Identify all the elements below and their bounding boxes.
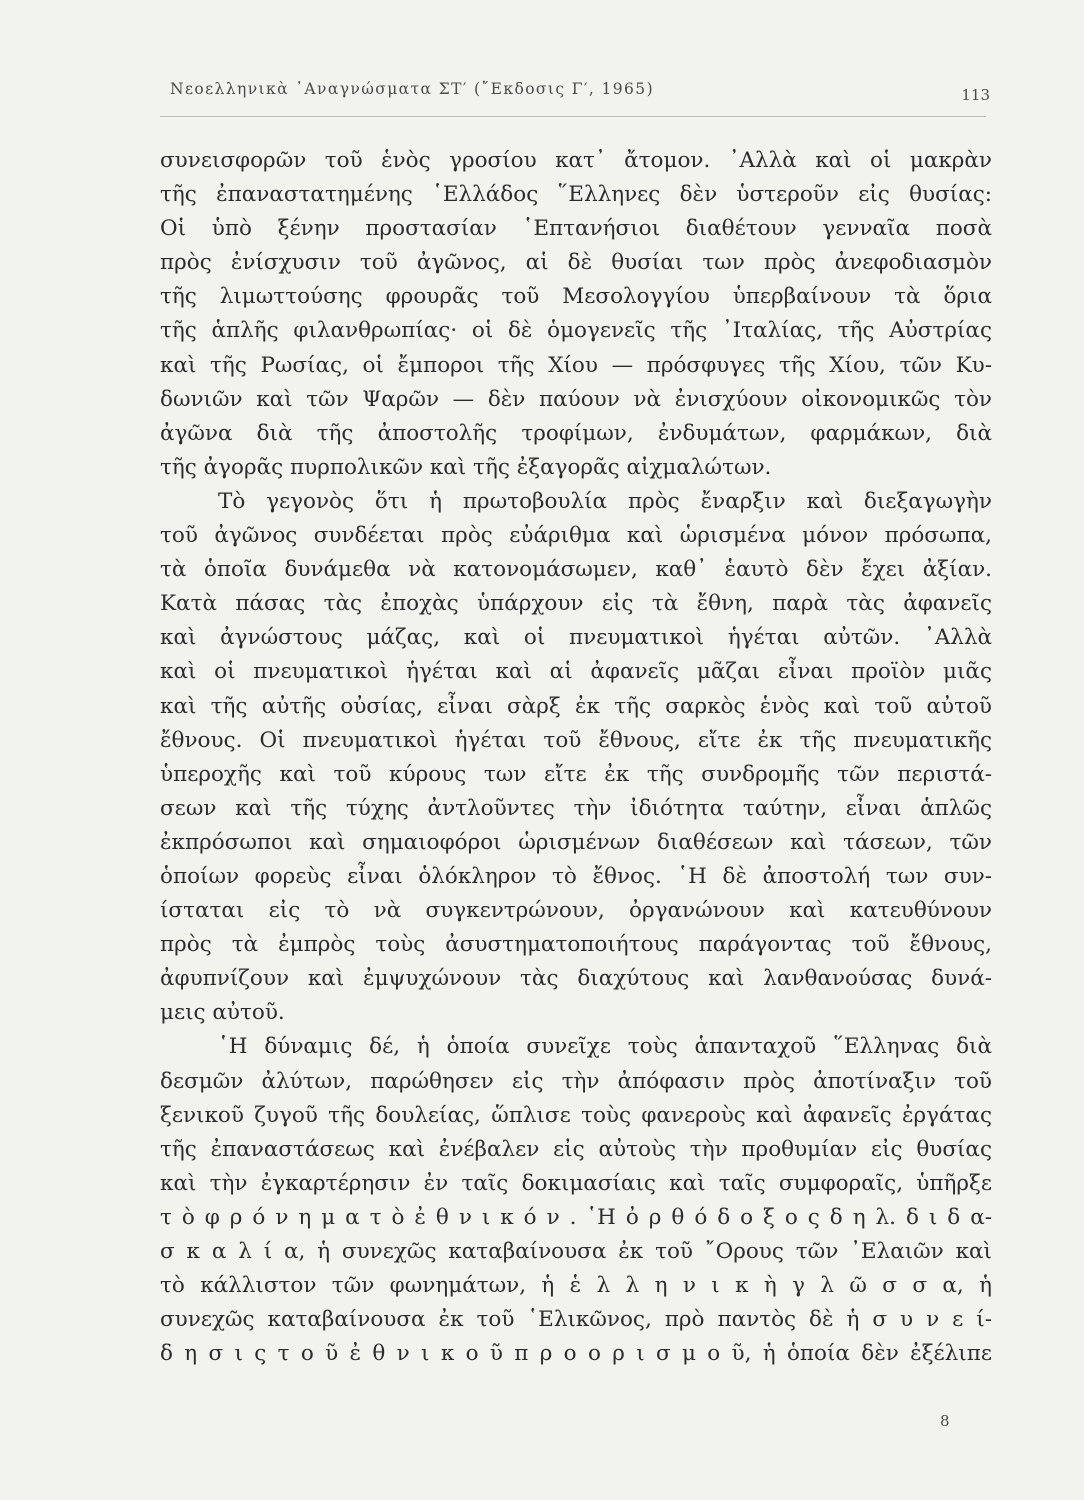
- text-line: ὑπεροχῆς καὶ τοῦ κύρους των εἴτε ἐκ τῆς συνδρομῆς τῶν περιστά-: [160, 761, 992, 787]
- text-line: ἐκπρόσωποι καὶ σημαιοφόροι ὡρισμένων διαθέσεων καὶ τάσεων, τῶν: [160, 829, 992, 855]
- text-line: δεσμῶν ἀλύτων, παρώθησεν εἰς τὴν ἀπόφασιν πρὸς ἀποτίναξιν τοῦ: [160, 1068, 992, 1094]
- text-line: ἔθνους. Οἱ πνευματικοὶ ἡγέται τοῦ ἔθνους, εἴτε ἐκ τῆς πνευματικῆς: [160, 727, 992, 753]
- text-line: δωνιῶν καὶ τῶν Ψαρῶν — δὲν παύουν νὰ ἐνισχύουν οἰκονομικῶς τὸν: [160, 386, 992, 412]
- text-line: μεις αὐτοῦ.: [160, 1000, 285, 1026]
- text-line: τὰ ὁποῖα δυνάμεθα νὰ κατονομάσωμεν, καθ᾿ ἑαυτὸ δὲν ἔχει ἀξίαν.: [160, 557, 992, 583]
- text-line: τῆς λιμωττούσης φρουρᾶς τοῦ Μεσολογγίου ὑπερβαίνουν τὰ ὅρια: [160, 284, 992, 310]
- text-line: τὸ κάλλιστον τῶν φωνημάτων, ἡ ἑ λ λ η ν ι κ ὴ γ λ ῶ σ σ α, ἡ: [160, 1273, 992, 1299]
- text-line: καὶ τὴν ἐγκαρτέρησιν ἐν ταῖς δοκιμασίαις καὶ ταῖς συμφοραῖς, ὑπῆρξε: [160, 1170, 992, 1196]
- text-line: δ η σ ι ς τ ο ῦ ἐ θ ν ι κ ο ῦ π ρ ο ο ρ ι σ μ ο ῦ, ἡ ὁποία δὲν ἐξέλιπε: [160, 1341, 992, 1367]
- text-line: καὶ τῆς αὐτῆς οὐσίας, εἶναι σὰρξ ἐκ τῆς σαρκὸς ἑνὸς καὶ τοῦ αὐτοῦ: [160, 693, 992, 719]
- signature-mark: 8: [940, 1412, 950, 1430]
- text-line: Οἱ ὑπὸ ξένην προστασίαν ῾Επτανήσιοι διαθέτουν γενναῖα ποσὰ: [160, 216, 992, 242]
- text-line: καὶ οἱ πνευματικοὶ ἡγέται καὶ αἱ ἀφανεῖς μᾶζαι εἶναι προϊὸν μιᾶς: [160, 659, 992, 685]
- text-line: καὶ τῆς Ρωσίας, οἱ ἔμποροι τῆς Χίου — πρόσφυγες τῆς Χίου, τῶν Κυ-: [160, 352, 992, 378]
- header-rule: [160, 116, 986, 117]
- text-line: σεων καὶ τῆς τύχης ἀντλοῦντες τὴν ἰδιότητα ταύτην, εἶναι ἁπλῶς: [160, 795, 992, 821]
- text-line: ξενικοῦ ζυγοῦ τῆς δουλείας, ὥπλισε τοὺς φανεροὺς καὶ ἀφανεῖς ἐργάτας: [160, 1102, 992, 1128]
- running-head: [160, 72, 990, 112]
- text-line: τῆς ἁπλῆς φιλανθρωπίας· οἱ δὲ ὁμογενεῖς τῆς ᾿Ιταλίας, τῆς Αὐστρίας: [160, 318, 992, 344]
- text-line: τοῦ ἀγῶνος συνδέεται πρὸς εὐάριθμα καὶ ὡρισμένα μόνον πρόσωπα,: [160, 523, 992, 549]
- text-line: τῆς ἀγορᾶς πυρπολικῶν καὶ τῆς ἐξαγορᾶς αἰχμαλώτων.: [160, 454, 772, 480]
- text-line: ἀφυπνίζουν καὶ ἐμψυχώνουν τὰς διαχύτους καὶ λανθανούσας δυνά-: [160, 966, 992, 992]
- text-line: καὶ ἀγνώστους μάζας, καὶ οἱ πνευματικοὶ ἡγέται αὐτῶν. ᾿Αλλὰ: [160, 625, 992, 651]
- body-text: [160, 144, 992, 1371]
- text-line: σ κ α λ ί α, ἡ συνεχῶς καταβαίνουσα ἐκ τοῦ ῎Ορους τῶν ᾿Ελαιῶν καὶ: [160, 1239, 992, 1264]
- running-title: Νεοελληνικὰ ᾿Αναγνώσματα ΣΤ′ (῎Εκδοσις Γ′, 1965): [170, 80, 655, 98]
- text-line: ίσταται εἰς τὸ νὰ συγκεντρώνουν, ὀργανώνουν καὶ κατευθύνουν: [160, 898, 992, 924]
- text-line: τ ὸ φ ρ ό ν η μ α τ ὸ ἐ θ ν ι κ ό ν . ῾Η ὀ ρ θ ό δ ο ξ ο ς δ η λ. δ ι δ α-: [160, 1204, 992, 1230]
- text-line: τῆς ἐπαναστατημένης ῾Ελλάδος ῞Ελληνες δὲν ὑστεροῦν εἰς θυσίας:: [160, 182, 992, 208]
- text-line: ῾Η δύναμις δέ, ἡ ὁποία συνεῖχε τοὺς ἁπανταχοῦ ῞Ελληνας διὰ: [218, 1034, 992, 1060]
- text-line: Κατὰ πάσας τὰς ἐποχὰς ὑπάρχουν εἰς τὰ ἔθνη, παρὰ τὰς ἀφανεῖς: [160, 591, 992, 617]
- text-line: Τὸ γεγονὸς ὅτι ἡ πρωτοβουλία πρὸς ἔναρξιν καὶ διεξαγωγὴν: [218, 488, 992, 514]
- text-line: συνεισφορῶν τοῦ ἑνὸς γροσίου κατ᾿ ἄτομον. ᾿Αλλὰ καὶ οἱ μακρὰν: [160, 148, 992, 173]
- text-line: πρὸς ἐνίσχυσιν τοῦ ἀγῶνος, αἱ δὲ θυσίαι των πρὸς ἀνεφοδιασμὸν: [160, 250, 992, 276]
- text-line: ὁποίων φορεὺς εἶναι ὁλόκληρον τὸ ἔθνος. ῾Η δὲ ἀποστολή των συν-: [160, 863, 992, 889]
- text-line: πρὸς τὰ ἐμπρὸς τοὺς ἀσυστηματοποιήτους παράγοντας τοῦ ἔθνους,: [160, 932, 992, 958]
- text-line: τῆς ἐπαναστάσεως καὶ ἐνέβαλεν εἰς αὐτοὺς τὴν προθυμίαν εἰς θυσίας: [160, 1136, 992, 1162]
- text-line: συνεχῶς καταβαίνουσα ἐκ τοῦ ῾Ελικῶνος, πρὸ παντὸς δὲ ἡ σ υ ν ε ί-: [160, 1307, 992, 1333]
- text-line: ἀγῶνα διὰ τῆς ἀποστολῆς τροφίμων, ἐνδυμάτων, φαρμάκων, διὰ: [160, 420, 992, 446]
- page-number: 113: [961, 86, 990, 104]
